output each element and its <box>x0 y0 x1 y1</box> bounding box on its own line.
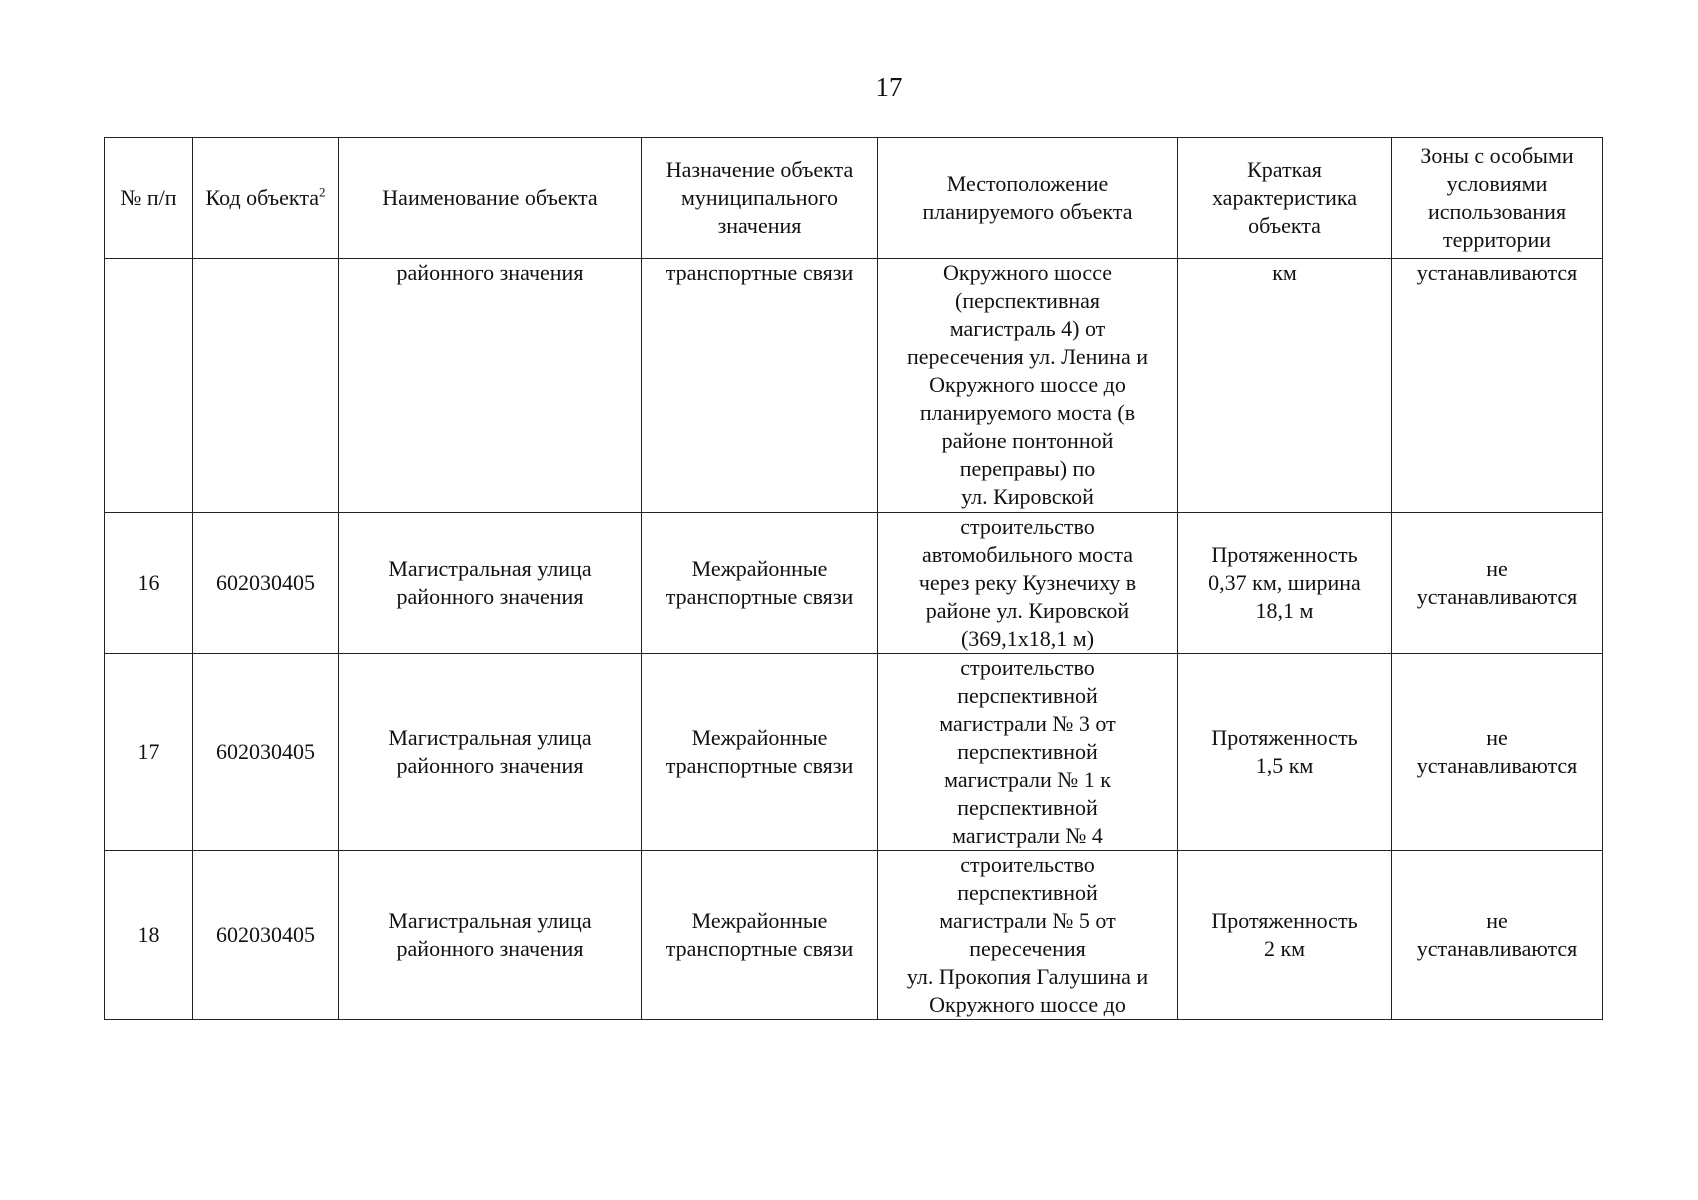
cell-code <box>193 259 339 513</box>
cell-zones <box>1392 513 1603 654</box>
cell-characteristic: км <box>1178 259 1392 513</box>
header-code <box>193 138 339 259</box>
characteristic-line: 1,5 км <box>1255 753 1314 778</box>
page-number: 17 <box>875 72 903 102</box>
location-line: магистрали № 3 от <box>939 711 1116 736</box>
characteristic-line: Протяженность <box>1211 542 1358 567</box>
location-line: автомобильного моста <box>921 542 1134 567</box>
purpose-line: Межрайонные <box>691 725 828 750</box>
cell-name: районного значения <box>339 259 642 513</box>
cell-zones: устанавливаются <box>1392 259 1603 513</box>
location-line: строительство <box>960 655 1095 680</box>
cell-code: 602030405 <box>193 851 339 1020</box>
zones-line: устанавливаются <box>1416 584 1578 609</box>
zones-line: не <box>1486 725 1508 750</box>
location-line: районе ул. Кировской <box>925 598 1130 623</box>
cell-name <box>339 654 642 851</box>
name-line: Магистральная улица <box>388 556 592 581</box>
cell-location <box>878 513 1178 654</box>
name-line: Магистральная улица <box>388 725 592 750</box>
cell-location <box>878 851 1178 1020</box>
location-line: магистрали № 5 от <box>939 908 1116 933</box>
name-line: районного значения <box>396 936 584 961</box>
purpose-line: Межрайонные <box>691 556 828 581</box>
characteristic-line: 2 км <box>1263 936 1306 961</box>
location-line: магистрали № 4 <box>952 823 1103 848</box>
cell-num <box>105 259 193 513</box>
location-line: планируемого моста (в <box>919 400 1136 425</box>
cell-characteristic <box>1178 513 1392 654</box>
cell-num: 18 <box>105 851 193 1020</box>
purpose-line: транспортные связи <box>665 753 854 778</box>
cell-code: 602030405 <box>193 654 339 851</box>
location-line: строительство <box>960 852 1095 877</box>
name-line: районного значения <box>396 753 584 778</box>
table-row <box>105 513 1603 654</box>
location-line: Окружного шоссе до <box>929 992 1126 1017</box>
name-line: районного значения <box>396 584 584 609</box>
location-line: через реку Кузнечиху в <box>918 570 1137 595</box>
cell-zones <box>1392 654 1603 851</box>
location-line: строительство <box>960 514 1095 539</box>
planned-objects-table <box>104 137 1603 1020</box>
purpose-line: транспортные связи <box>665 584 854 609</box>
zones-line: устанавливаются <box>1416 753 1578 778</box>
header-purpose: Назначение объекта муниципального значения <box>642 138 878 259</box>
header-characteristic: Краткая характеристика объекта <box>1178 138 1392 259</box>
location-line: перспективной <box>957 795 1098 820</box>
cell-purpose: транспортные связи <box>642 259 878 513</box>
characteristic-line: 0,37 км, ширина <box>1208 570 1361 595</box>
location-line: (369,1x18,1 м) <box>960 626 1095 651</box>
header-code-footnote: 2 <box>318 184 326 200</box>
characteristic-line: Протяженность <box>1211 908 1358 933</box>
cell-purpose <box>642 654 878 851</box>
name-line: Магистральная улица <box>388 908 592 933</box>
cell-purpose <box>642 513 878 654</box>
cell-code: 602030405 <box>193 513 339 654</box>
zones-line: не <box>1486 908 1508 933</box>
table-row <box>105 259 1603 513</box>
location-line: магистраль 4) от <box>949 316 1106 341</box>
location-line: Окружного шоссе <box>943 260 1112 285</box>
zones-line: не <box>1486 556 1508 581</box>
header-location: Местоположение планируемого объекта <box>878 138 1178 259</box>
location-line: перспективной <box>957 683 1098 708</box>
cell-name <box>339 513 642 654</box>
location-line: районе понтонной <box>941 428 1114 453</box>
location-line: ул. Кировской <box>961 484 1094 509</box>
cell-purpose <box>642 851 878 1020</box>
location-line: пересечения <box>969 936 1086 961</box>
location-line: переправы) по <box>959 456 1096 481</box>
location-line: Окружного шоссе до <box>929 372 1126 397</box>
cell-name <box>339 851 642 1020</box>
header-code-label: Код объекта <box>205 185 319 210</box>
zones-line: устанавливаются <box>1416 936 1578 961</box>
location-line: пересечения ул. Ленина и <box>906 344 1148 369</box>
table-header-row <box>105 138 1603 259</box>
table-row <box>105 654 1603 851</box>
cell-num: 16 <box>105 513 193 654</box>
header-name: Наименование объекта <box>339 138 642 259</box>
cell-location <box>878 259 1178 513</box>
location-line: ул. Прокопия Галушина и <box>906 964 1149 989</box>
cell-zones <box>1392 851 1603 1020</box>
header-num: № п/п <box>105 138 193 259</box>
purpose-line: транспортные связи <box>665 936 854 961</box>
cell-characteristic <box>1178 851 1392 1020</box>
location-line: перспективной <box>957 880 1098 905</box>
table-row <box>105 851 1603 1020</box>
cell-num: 17 <box>105 654 193 851</box>
cell-location <box>878 654 1178 851</box>
header-zones: Зоны с особыми условиями использования территории <box>1392 138 1603 259</box>
location-line: магистрали № 1 к <box>944 767 1111 792</box>
characteristic-line: 18,1 м <box>1255 598 1314 623</box>
location-line: перспективной <box>957 739 1098 764</box>
location-line: (перспективная <box>955 288 1100 313</box>
characteristic-line: Протяженность <box>1211 725 1358 750</box>
cell-characteristic <box>1178 654 1392 851</box>
purpose-line: Межрайонные <box>691 908 828 933</box>
